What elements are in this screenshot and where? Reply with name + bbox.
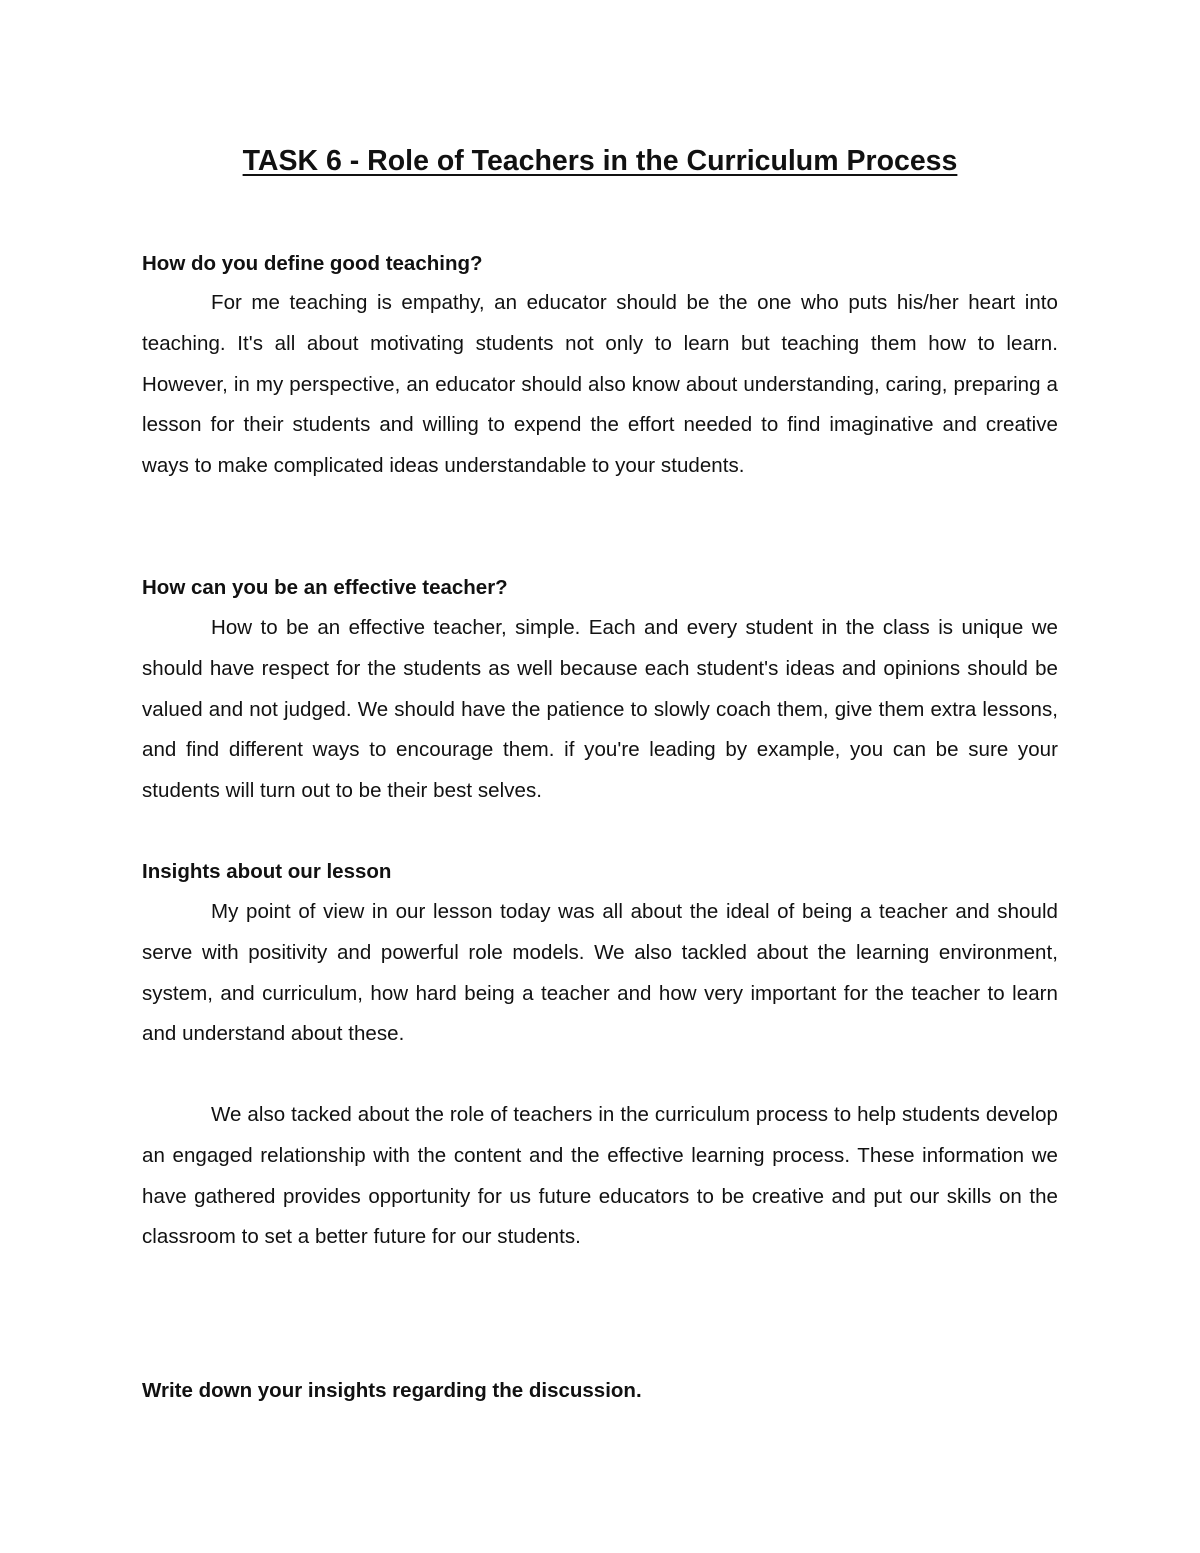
- answer-paragraph-effective-teacher: How to be an effective teacher, simple. Each and every student in the class is unique we should have respect for the students as well because each student's ideas and opinions should be valued and not judged. We should have the patience to slowly coach them, give them extra lessons, and find different ways to encourage them. if you're leading by example, you can be sure your students will turn out to be their best selves.: [142, 616, 1058, 803]
- document-title: TASK 6 - Role of Teachers in the Curriculum Process: [242, 145, 958, 177]
- insights-heading: Insights about our lesson: [142, 860, 392, 883]
- question-heading-effective-teacher: How can you be an effective teacher?: [142, 576, 508, 599]
- insights-paragraph-1: My point of view in our lesson today was all about the ideal of being a teacher and should serve with positivity and powerful role models. We also tackled about the learning environment, system, and curriculum, how hard being a teacher and how very important for the teacher to learn and understand about these.: [142, 900, 1058, 1046]
- insights-paragraph-2: We also tacked about the role of teachers in the curriculum process to help students develop an engaged relationship with the content and the effective learning process. These information we have gathered provides opportunity for us future educators to be creative and put our skills on the classroom to set a better future for our students.: [142, 1103, 1058, 1249]
- question-heading-good-teaching: How do you define good teaching?: [142, 252, 483, 275]
- answer-paragraph-good-teaching: For me teaching is empathy, an educator should be the one who puts his/her heart into teaching. It's all about motivating students not only to learn but teaching them how to learn. However, in my perspective, an educator should also know about understanding, caring, preparing a lesson for their students and willing to expend the effort needed to find imaginative and creative ways to make complicated ideas understandable to your students.: [142, 291, 1058, 478]
- prompt-heading-write-insights: Write down your insights regarding the discussion.: [142, 1379, 642, 1402]
